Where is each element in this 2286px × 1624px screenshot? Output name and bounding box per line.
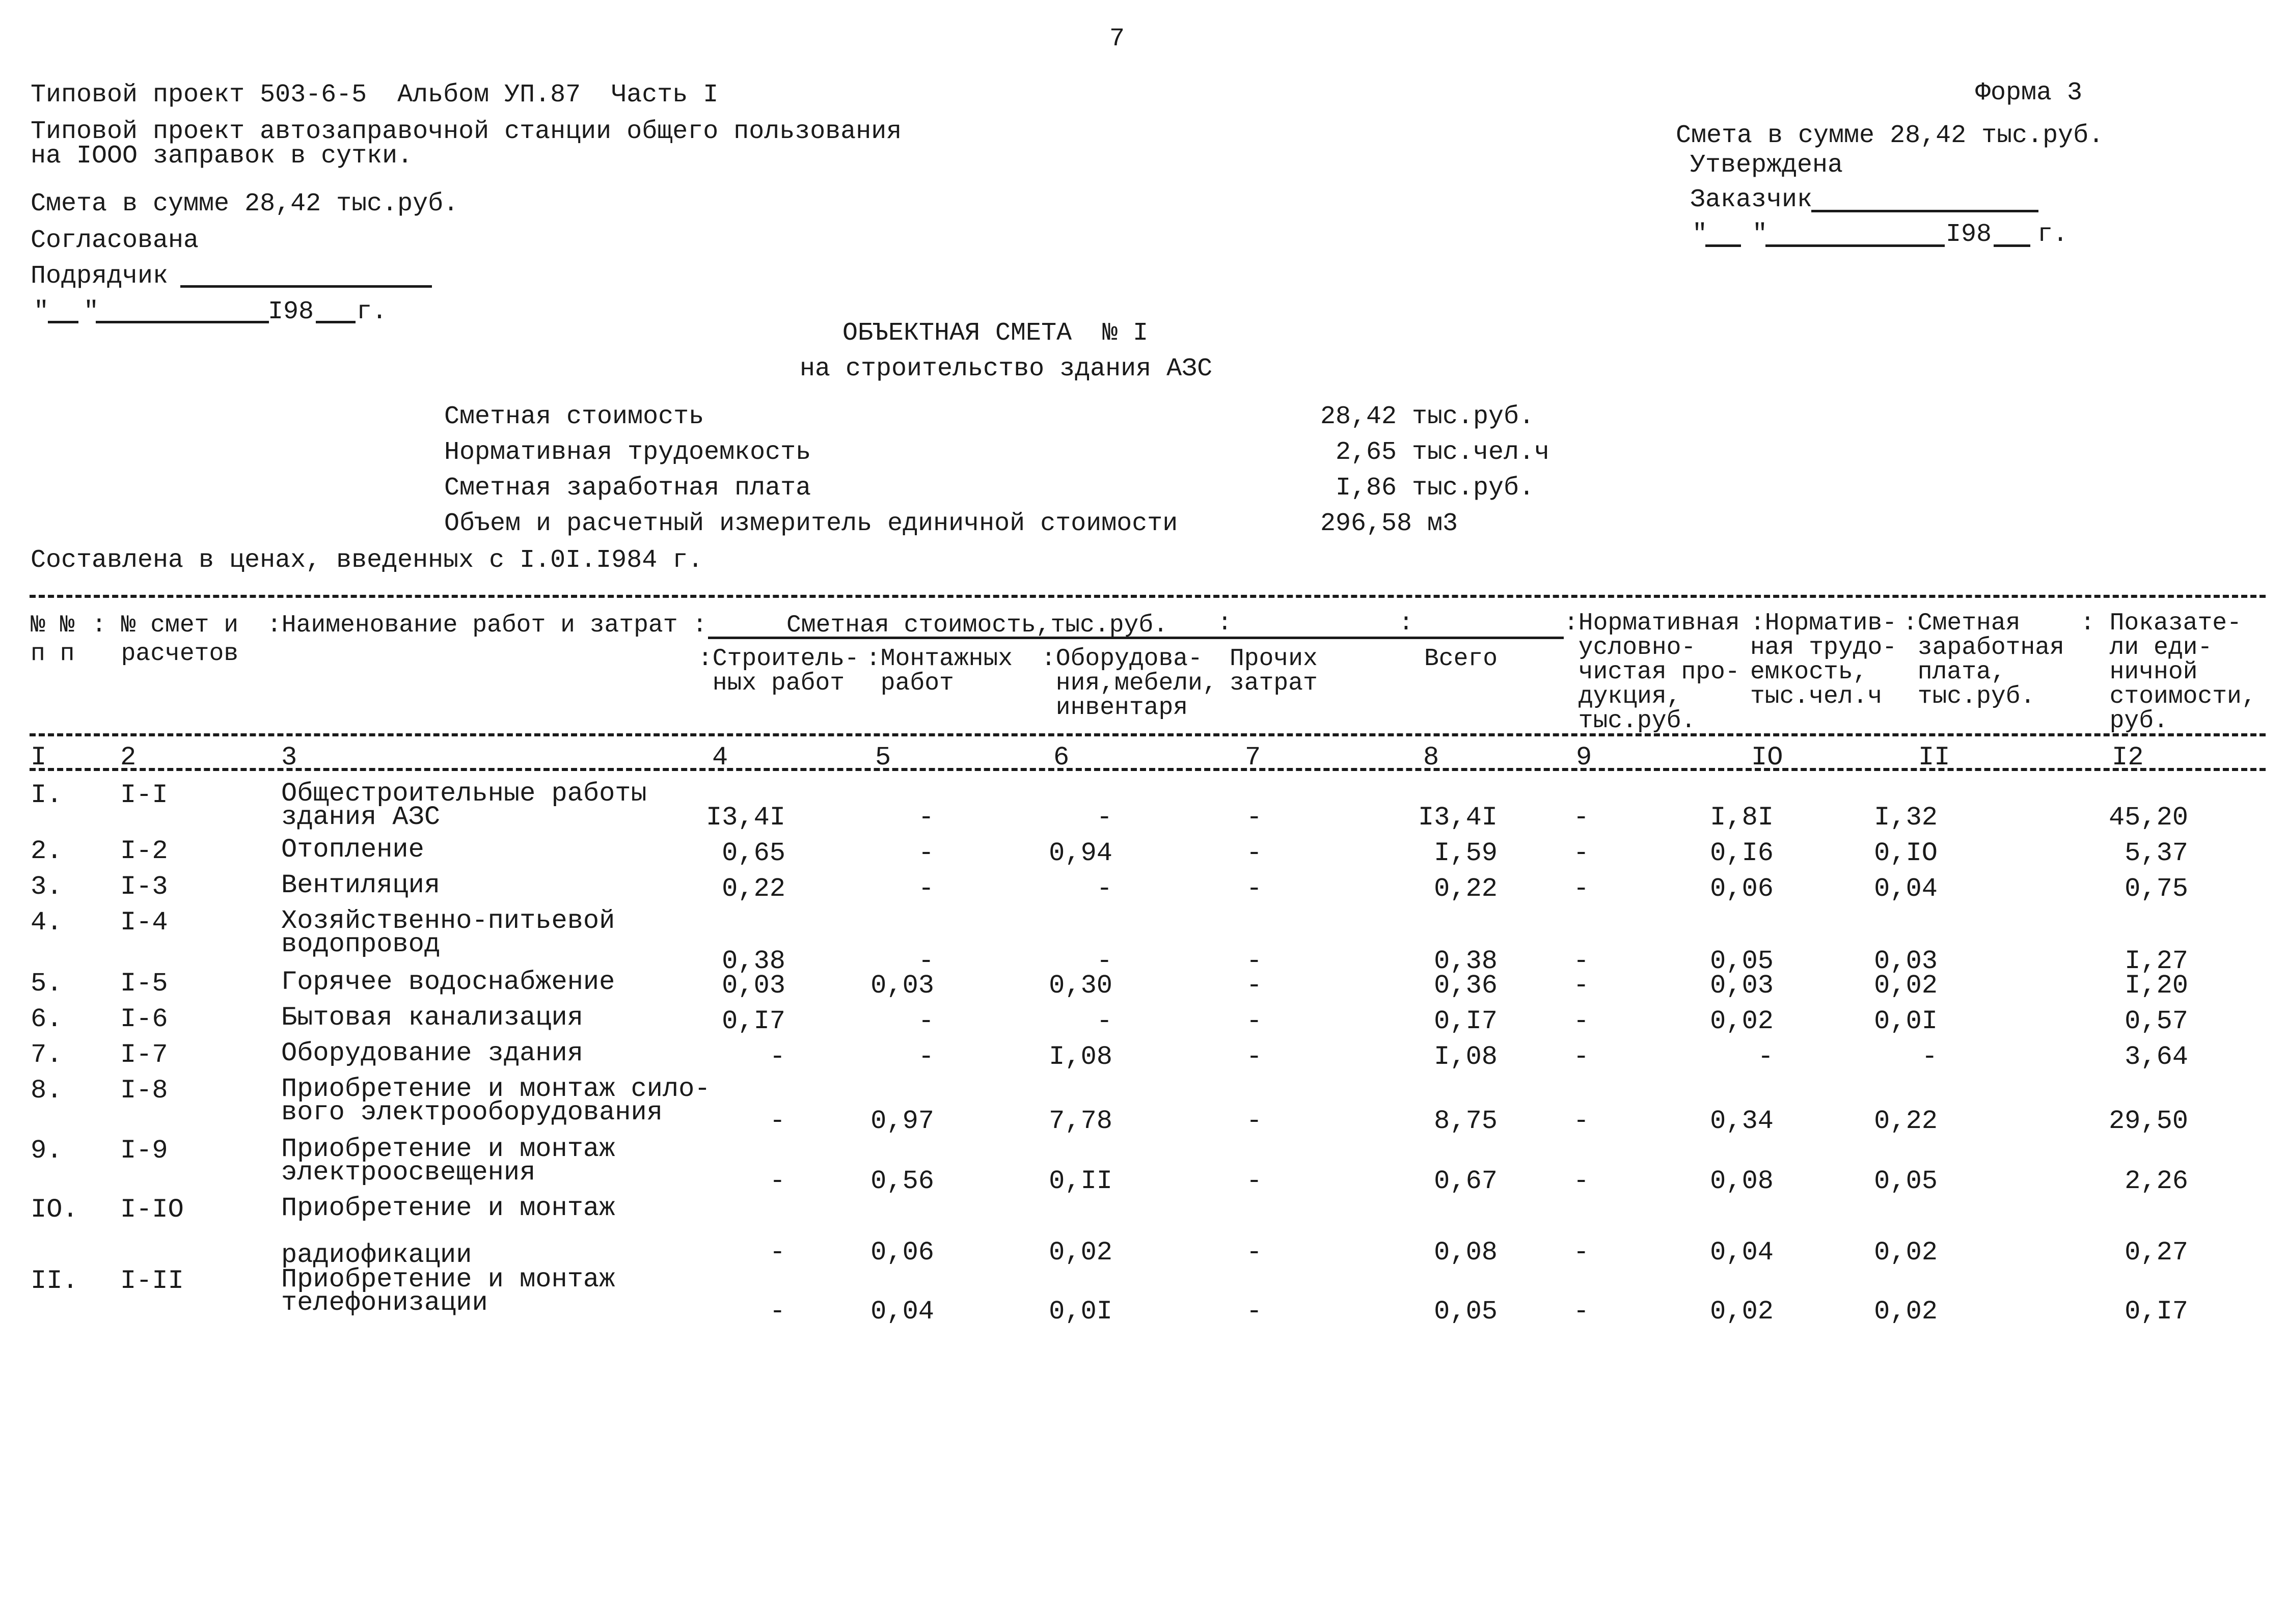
row-3-name: Вентиляция <box>281 870 441 900</box>
colnum-4: 4 <box>712 742 728 773</box>
header-col-7: Прочих затрат <box>1230 645 1318 697</box>
header-group-cost: Сметная стоимость,тыс.руб. <box>786 612 1168 639</box>
row-8-c7: - <box>1246 1106 1262 1136</box>
row-1-c12: 45,20 <box>2108 803 2188 833</box>
date-quote-open-right: " <box>1692 220 1708 249</box>
row-8-c12: 29,50 <box>2108 1106 2188 1136</box>
row-7-code: I-7 <box>120 1040 168 1070</box>
row-4-n: 4. <box>31 907 63 938</box>
row-3-c12: 0,75 <box>2125 874 2188 904</box>
row-8-c6: 7,78 <box>1049 1106 1112 1136</box>
row-10-c4: - <box>769 1237 785 1268</box>
row-9-c6: 0,II <box>1049 1166 1112 1196</box>
row-7-c9: - <box>1573 1042 1589 1072</box>
header-col-3: :Наименование работ и затрат : <box>267 612 707 639</box>
row-5-code: I-5 <box>120 969 168 999</box>
row-1-code: I-I <box>120 780 168 810</box>
row-3-c11: 0,04 <box>1874 874 1938 904</box>
row-5-n: 5. <box>31 969 63 999</box>
header-bottom-rule <box>30 733 2266 736</box>
row-4-c12: I,27 <box>2125 946 2188 976</box>
row-11-c11: 0,02 <box>1874 1297 1938 1327</box>
row-7-n: 7. <box>31 1040 63 1070</box>
row-2-c4: 0,65 <box>722 838 785 868</box>
header-col-11: :Сметная заработная плата, тыс.руб. <box>1903 610 2064 710</box>
row-11-c8: 0,05 <box>1434 1297 1498 1327</box>
row-4-c9: - <box>1573 946 1589 976</box>
document-subtitle: на строительство здания АЗС <box>800 354 1213 383</box>
prices-note: Составлена в ценах, введенных с I.0I.I984 г. <box>31 546 703 575</box>
row-5-c6: 0,30 <box>1049 971 1112 1001</box>
row-4-c8: 0,38 <box>1434 946 1498 976</box>
row-11-c10: 0,02 <box>1710 1297 1774 1327</box>
row-9-name: Приобретение и монтаж электроосвещения <box>281 1134 615 1188</box>
row-6-code: I-6 <box>120 1004 168 1034</box>
header-col-9: :Нормативная условно- чистая про- дукция, тыс.руб. <box>1564 610 1740 735</box>
row-10-c5: 0,06 <box>870 1237 934 1268</box>
row-11-c4: - <box>769 1297 785 1327</box>
row-7-c12: 3,64 <box>2125 1042 2188 1072</box>
row-4-c10: 0,05 <box>1710 946 1774 976</box>
contractor-signature-line <box>180 285 432 288</box>
row-10-c11: 0,02 <box>1874 1237 1938 1268</box>
table-top-rule <box>30 595 2266 598</box>
row-5-c11: 0,02 <box>1874 971 1938 1001</box>
row-2-c10: 0,I6 <box>1710 838 1774 868</box>
date-suffix: г. <box>357 297 388 326</box>
row-6-c8: 0,I7 <box>1434 1006 1498 1036</box>
row-7-c4: - <box>769 1042 785 1072</box>
colnum-2: 2 <box>120 742 137 773</box>
row-8-n: 8. <box>31 1076 63 1106</box>
row-6-c10: 0,02 <box>1710 1006 1774 1036</box>
row-9-c9: - <box>1573 1166 1589 1196</box>
row-2-c9: - <box>1573 838 1589 868</box>
form-number: Форма 3 <box>1975 78 2083 107</box>
date-month-line-right <box>1765 244 1945 247</box>
date-day-line <box>48 321 78 323</box>
row-1-c6: - <box>1096 803 1112 833</box>
colnum-6: 6 <box>1053 742 1070 773</box>
row-11-c5: 0,04 <box>870 1297 934 1327</box>
row-5-c9: - <box>1573 971 1589 1001</box>
row-10-code: I-IO <box>120 1195 184 1225</box>
summary-label-wages: Сметная заработная плата <box>444 474 811 503</box>
row-1-c10: I,8I <box>1710 803 1774 833</box>
row-3-code: I-3 <box>120 872 168 902</box>
row-8-code: I-8 <box>120 1076 168 1106</box>
row-7-c11: - <box>1921 1042 1938 1072</box>
row-9-c7: - <box>1246 1166 1262 1196</box>
date-suffix-right: г. <box>2037 220 2069 249</box>
page-number: 7 <box>1109 24 1125 53</box>
row-6-c6: - <box>1096 1006 1112 1036</box>
row-1-n: I. <box>31 780 63 810</box>
project-title-line1: Типовой проект автозаправочной станции общего пользования <box>31 117 902 146</box>
row-11-name: Приобретение и монтаж телефонизации <box>281 1264 615 1318</box>
row-1-name: Общестроительные работы здания АЗС <box>281 779 647 832</box>
header-group-separator: : <box>1217 610 1232 637</box>
row-6-c9: - <box>1573 1006 1589 1036</box>
row-8-c10: 0,34 <box>1710 1106 1774 1136</box>
row-5-name: Горячее водоснабжение <box>281 967 615 997</box>
row-11-n: II. <box>31 1266 78 1296</box>
row-5-c8: 0,36 <box>1434 971 1498 1001</box>
summary-value-labor: 2,65 тыс.чел.ч <box>1320 438 1550 467</box>
summary-value-cost: 28,42 тыс.руб. <box>1320 402 1535 431</box>
customer-label: Заказчик <box>1690 185 1813 214</box>
row-1-c11: I,32 <box>1874 803 1938 833</box>
date-year-line-right <box>1994 244 2030 247</box>
row-4-code: I-4 <box>120 907 168 938</box>
row-9-c5: 0,56 <box>870 1166 934 1196</box>
row-8-c9: - <box>1573 1106 1589 1136</box>
row-9-code: I-9 <box>120 1136 168 1166</box>
row-1-c9: - <box>1573 803 1589 833</box>
row-3-c10: 0,06 <box>1710 874 1774 904</box>
row-1-c4: I3,4I <box>705 803 785 833</box>
project-title-line2: на IOOO заправок в сутки. <box>31 142 413 171</box>
colnum-8: 8 <box>1423 742 1439 773</box>
header-col-10: :Норматив- ная трудо- емкость, тыс.чел.ч <box>1750 610 1897 710</box>
date-month-line <box>96 321 269 323</box>
row-11-c6: 0,0I <box>1049 1297 1112 1327</box>
row-10-c7: - <box>1246 1237 1262 1268</box>
row-6-c11: 0,0I <box>1874 1006 1938 1036</box>
contractor-label: Подрядчик <box>31 262 169 291</box>
colnum-11: II <box>1918 742 1950 773</box>
row-10-c6: 0,02 <box>1049 1237 1112 1268</box>
row-3-c5: - <box>918 874 934 904</box>
customer-signature-line <box>1811 210 2038 212</box>
row-2-n: 2. <box>31 836 63 866</box>
row-3-c7: - <box>1246 874 1262 904</box>
row-9-c8: 0,67 <box>1434 1166 1498 1196</box>
row-3-c9: - <box>1573 874 1589 904</box>
row-7-c5: - <box>918 1042 934 1072</box>
row-10-c8: 0,08 <box>1434 1237 1498 1268</box>
date-quote-close-right: " <box>1752 220 1768 249</box>
header-col-8: Всего <box>1424 645 1498 673</box>
summary-label-cost: Сметная стоимость <box>444 402 704 431</box>
row-4-c5: - <box>918 946 934 976</box>
row-9-c12: 2,26 <box>2125 1166 2188 1196</box>
row-5-c12: I,20 <box>2125 971 2188 1001</box>
header-group-underline <box>708 637 1564 639</box>
row-11-c9: - <box>1573 1297 1589 1327</box>
row-9-c4: - <box>769 1166 785 1196</box>
row-5-c10: 0,03 <box>1710 971 1774 1001</box>
date-year: I98 <box>268 297 314 326</box>
date-quote-close: " <box>84 297 99 326</box>
row-3-c4: 0,22 <box>722 874 785 904</box>
row-9-n: 9. <box>31 1136 63 1166</box>
date-year-right: I98 <box>1946 220 1992 249</box>
row-11-code: I-II <box>120 1266 184 1296</box>
estimate-sum-right: Смета в сумме 28,42 тыс.руб. <box>1676 121 2104 150</box>
row-3-c6: - <box>1096 874 1112 904</box>
colnum-9: 9 <box>1576 742 1592 773</box>
row-10-c12: 0,27 <box>2125 1237 2188 1268</box>
row-5-c5: 0,03 <box>870 971 934 1001</box>
row-4-c11: 0,03 <box>1874 946 1938 976</box>
row-8-c5: 0,97 <box>870 1106 934 1136</box>
row-1-c8: I3,4I <box>1418 803 1498 833</box>
row-6-c12: 0,57 <box>2125 1006 2188 1036</box>
row-2-code: I-2 <box>120 836 168 866</box>
row-3-c8: 0,22 <box>1434 874 1498 904</box>
project-reference: Типовой проект 503-6-5 Альбом УП.87 Часть I <box>31 80 719 109</box>
row-3-n: 3. <box>31 872 63 902</box>
row-10-c10: 0,04 <box>1710 1237 1774 1268</box>
summary-label-volume: Объем и расчетный измеритель единичной стоимости <box>444 509 1178 538</box>
row-4-name: Хозяйственно-питьевой водопровод <box>281 906 615 959</box>
document-title: ОБЪЕКТНАЯ СМЕТА № I <box>842 319 1149 348</box>
row-6-c5: - <box>918 1006 934 1036</box>
header-group-separator-2: : <box>1399 610 1413 637</box>
row-7-name: Оборудование здания <box>281 1038 583 1068</box>
row-2-c11: 0,IO <box>1874 838 1938 868</box>
row-2-c6: 0,94 <box>1049 838 1112 868</box>
row-2-name: Отопление <box>281 835 424 865</box>
header-col-2: : № смет и расчетов <box>92 612 239 668</box>
approved-label: Утверждена <box>1690 151 1843 180</box>
row-9-c11: 0,05 <box>1874 1166 1938 1196</box>
row-11-c7: - <box>1246 1297 1262 1327</box>
header-col-1: № № п п <box>31 612 75 668</box>
row-1-c5: - <box>918 803 934 833</box>
row-6-n: 6. <box>31 1004 63 1034</box>
row-2-c5: - <box>918 838 934 868</box>
row-11-c12: 0,I7 <box>2125 1297 2188 1327</box>
header-col-5: :Монтажных работ <box>866 645 1013 697</box>
row-7-c6: I,08 <box>1049 1042 1112 1072</box>
row-8-c4: - <box>769 1106 785 1136</box>
header-col-6: :Оборудова- ния,мебели, инвентаря <box>1041 645 1217 722</box>
header-col-12: : Показате- ли еди- ничной стоимости, руб. <box>2080 610 2256 735</box>
row-10-c9: - <box>1573 1237 1589 1268</box>
colnum-3: 3 <box>281 742 297 773</box>
summary-label-labor: Нормативная трудоемкость <box>444 438 811 467</box>
row-5-c7: - <box>1246 971 1262 1001</box>
row-4-c7: - <box>1246 946 1262 976</box>
estimate-sum-left: Смета в сумме 28,42 тыс.руб. <box>31 189 459 218</box>
summary-value-volume: 296,58 м3 <box>1320 509 1458 538</box>
row-9-c10: 0,08 <box>1710 1166 1774 1196</box>
row-6-c4: 0,I7 <box>722 1006 785 1036</box>
row-4-c6: - <box>1096 946 1112 976</box>
row-8-c11: 0,22 <box>1874 1106 1938 1136</box>
row-10-name: Приобретение и монтаж радиофикации <box>281 1193 615 1270</box>
colnum-10: IO <box>1751 742 1783 773</box>
row-6-name: Бытовая канализация <box>281 1003 583 1033</box>
header-col-4: :Строитель- ных работ <box>698 645 859 697</box>
row-2-c7: - <box>1246 838 1262 868</box>
row-6-c7: - <box>1246 1006 1262 1036</box>
row-2-c8: I,59 <box>1434 838 1498 868</box>
agreed-label: Согласована <box>31 226 199 255</box>
summary-value-wages: I,86 тыс.руб. <box>1320 474 1535 503</box>
row-2-c12: 5,37 <box>2125 838 2188 868</box>
date-quote-open: " <box>34 297 49 326</box>
colnum-7: 7 <box>1245 742 1261 773</box>
colnum-5: 5 <box>875 742 891 773</box>
row-10-n: IO. <box>31 1195 78 1225</box>
row-5-c4: 0,03 <box>722 971 785 1001</box>
row-8-c8: 8,75 <box>1434 1106 1498 1136</box>
row-4-c4: 0,38 <box>722 946 785 976</box>
row-7-c8: I,08 <box>1434 1042 1498 1072</box>
row-1-c7: - <box>1246 803 1262 833</box>
row-7-c10: - <box>1757 1042 1774 1072</box>
date-day-line-right <box>1705 244 1741 247</box>
date-year-line <box>316 321 356 323</box>
column-numbers-rule <box>30 768 2266 771</box>
colnum-12: I2 <box>2112 742 2144 773</box>
row-7-c7: - <box>1246 1042 1262 1072</box>
colnum-1: I <box>31 742 47 773</box>
row-8-name: Приобретение и монтаж сило- вого электрооборудования <box>281 1074 711 1127</box>
